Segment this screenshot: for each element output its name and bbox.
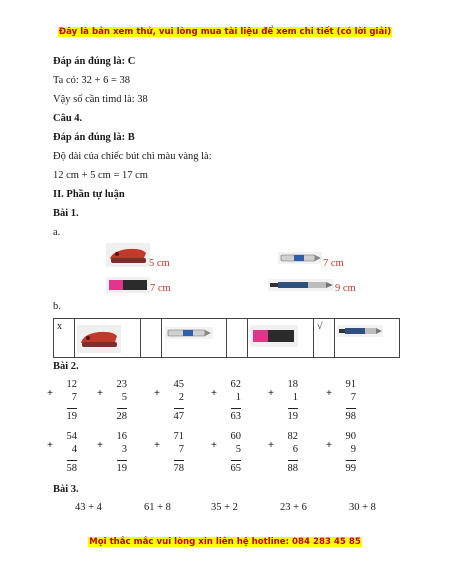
expression: 23 + 6 xyxy=(280,502,307,513)
addition-problem xyxy=(268,379,298,425)
plus-sign: + xyxy=(47,440,53,451)
sum-line xyxy=(117,460,127,461)
expression: 30 + 8 xyxy=(349,502,376,513)
addend-bottom: 4 xyxy=(71,444,77,455)
plus-sign: + xyxy=(268,440,274,451)
length-blue-pen: 7 cm xyxy=(323,258,344,269)
plus-sign: + xyxy=(211,388,217,399)
addend-top: 82 xyxy=(287,431,298,442)
addition-problem xyxy=(97,431,127,477)
part-a-label: a. xyxy=(53,227,61,238)
bai-3-heading: Bài 3. xyxy=(53,484,79,495)
sum-line xyxy=(288,460,298,461)
addend-top: 54 xyxy=(66,431,77,442)
sum-result: 65 xyxy=(230,463,241,474)
addend-bottom: 1 xyxy=(235,392,241,403)
addend-bottom: 5 xyxy=(235,444,241,455)
mark-cell-stapler xyxy=(54,319,75,358)
addend-top: 23 xyxy=(116,379,127,390)
plus-sign: + xyxy=(97,440,103,451)
addend-top: 90 xyxy=(345,431,356,442)
addition-problem xyxy=(268,431,298,477)
addend-bottom: 9 xyxy=(350,444,356,455)
addend-top: 62 xyxy=(230,379,241,390)
expression: 35 + 2 xyxy=(211,502,238,513)
calc-line: Ta có: 32 + 6 = 38 xyxy=(53,75,131,86)
eraser-image xyxy=(106,277,150,293)
addend-bottom: 1 xyxy=(292,392,298,403)
sum-result: 19 xyxy=(66,411,77,422)
answer-b: Đáp án đúng là: B xyxy=(53,132,135,143)
result-line: Vậy số cần timd là: 38 xyxy=(53,94,148,105)
addend-bottom: 7 xyxy=(178,444,184,455)
plus-sign: + xyxy=(211,440,217,451)
addition-problem xyxy=(154,431,184,477)
bai-2-heading: Bài 2. xyxy=(53,361,79,372)
sum-line xyxy=(174,408,184,409)
addend-bottom: 7 xyxy=(71,392,77,403)
sum-line xyxy=(231,408,241,409)
addend-bottom: 2 xyxy=(178,392,184,403)
plus-sign: + xyxy=(47,388,53,399)
sum-line xyxy=(117,408,127,409)
preview-banner-text: Đây là bản xem thử, vui lòng mua tài liệu để xem chi tiết (có lời giải) xyxy=(58,27,392,37)
blue-pen-image xyxy=(278,252,322,264)
addition-problem xyxy=(47,379,77,425)
blue-pen-image-table xyxy=(165,327,213,339)
mark-cell-blue-pen xyxy=(141,319,162,358)
addend-bottom: 6 xyxy=(292,444,298,455)
sum-result: 28 xyxy=(116,411,127,422)
addition-problem xyxy=(47,431,77,477)
hotline-banner-text: Mọi thắc mắc vui lòng xin liên hệ hotline: 084 283 45 85 xyxy=(89,537,361,547)
addend-top: 16 xyxy=(116,431,127,442)
addend-bottom: 3 xyxy=(121,444,127,455)
stapler-image xyxy=(106,243,150,267)
length-eraser: 7 cm xyxy=(150,283,171,294)
sum-result: 99 xyxy=(345,463,356,474)
length-stapler: 5 cm xyxy=(149,258,170,269)
sum-result: 19 xyxy=(116,463,127,474)
marker-image-table xyxy=(337,325,383,337)
stapler-cell xyxy=(75,319,141,358)
sum-line xyxy=(288,408,298,409)
addition-problem xyxy=(326,431,356,477)
part-b-label: b. xyxy=(53,301,61,312)
addition-problem xyxy=(211,379,241,425)
sum-line xyxy=(346,408,356,409)
sum-line xyxy=(67,408,77,409)
addend-bottom: 5 xyxy=(121,392,127,403)
sum-result: 47 xyxy=(173,411,184,422)
marker-image xyxy=(268,279,334,291)
answer-c: Đáp án đúng là: C xyxy=(53,56,136,67)
addend-top: 12 xyxy=(66,379,77,390)
sum-result: 88 xyxy=(287,463,298,474)
sum-line xyxy=(174,460,184,461)
plus-sign: + xyxy=(154,440,160,451)
sum-line xyxy=(67,460,77,461)
plus-sign: + xyxy=(268,388,274,399)
sum-line xyxy=(231,460,241,461)
addition-problem xyxy=(326,379,356,425)
sum-result: 98 xyxy=(345,411,356,422)
sum-result: 19 xyxy=(287,411,298,422)
length-marker: 9 cm xyxy=(335,283,356,294)
addition-problem xyxy=(97,379,127,425)
plus-sign: + xyxy=(97,388,103,399)
mark-cell-eraser xyxy=(227,319,248,358)
length-question: Độ dài của chiếc bút chì màu vàng là: xyxy=(53,151,212,162)
mark-cell-marker xyxy=(314,319,335,358)
addend-top: 91 xyxy=(345,379,356,390)
sum-result: 58 xyxy=(66,463,77,474)
question-4-heading: Câu 4. xyxy=(53,113,83,124)
plus-sign: + xyxy=(326,440,332,451)
expression: 61 + 8 xyxy=(144,502,171,513)
addend-top: 60 xyxy=(230,431,241,442)
addition-problem xyxy=(154,379,184,425)
eraser-cell xyxy=(248,319,314,358)
plus-sign: + xyxy=(326,388,332,399)
blue-pen-cell xyxy=(162,319,227,358)
sum-result: 63 xyxy=(230,411,241,422)
x-mark: x xyxy=(57,321,62,332)
hotline-banner xyxy=(0,537,450,547)
sum-result: 78 xyxy=(173,463,184,474)
sum-line xyxy=(346,460,356,461)
addend-bottom: 7 xyxy=(350,392,356,403)
expression: 43 + 4 xyxy=(75,502,102,513)
preview-banner xyxy=(0,27,450,37)
eraser-image-table xyxy=(250,325,298,347)
check-mark: √ xyxy=(317,321,323,332)
addend-top: 45 xyxy=(173,379,184,390)
stapler-image-table xyxy=(77,325,121,353)
section-2-heading: II. Phần tự luận xyxy=(53,189,125,200)
addend-top: 18 xyxy=(287,379,298,390)
marker-cell xyxy=(335,319,400,358)
plus-sign: + xyxy=(154,388,160,399)
addition-problem xyxy=(211,431,241,477)
addend-top: 71 xyxy=(173,431,184,442)
bai-1-heading: Bài 1. xyxy=(53,208,79,219)
comparison-table xyxy=(53,318,400,358)
length-calc: 12 cm + 5 cm = 17 cm xyxy=(53,170,148,181)
